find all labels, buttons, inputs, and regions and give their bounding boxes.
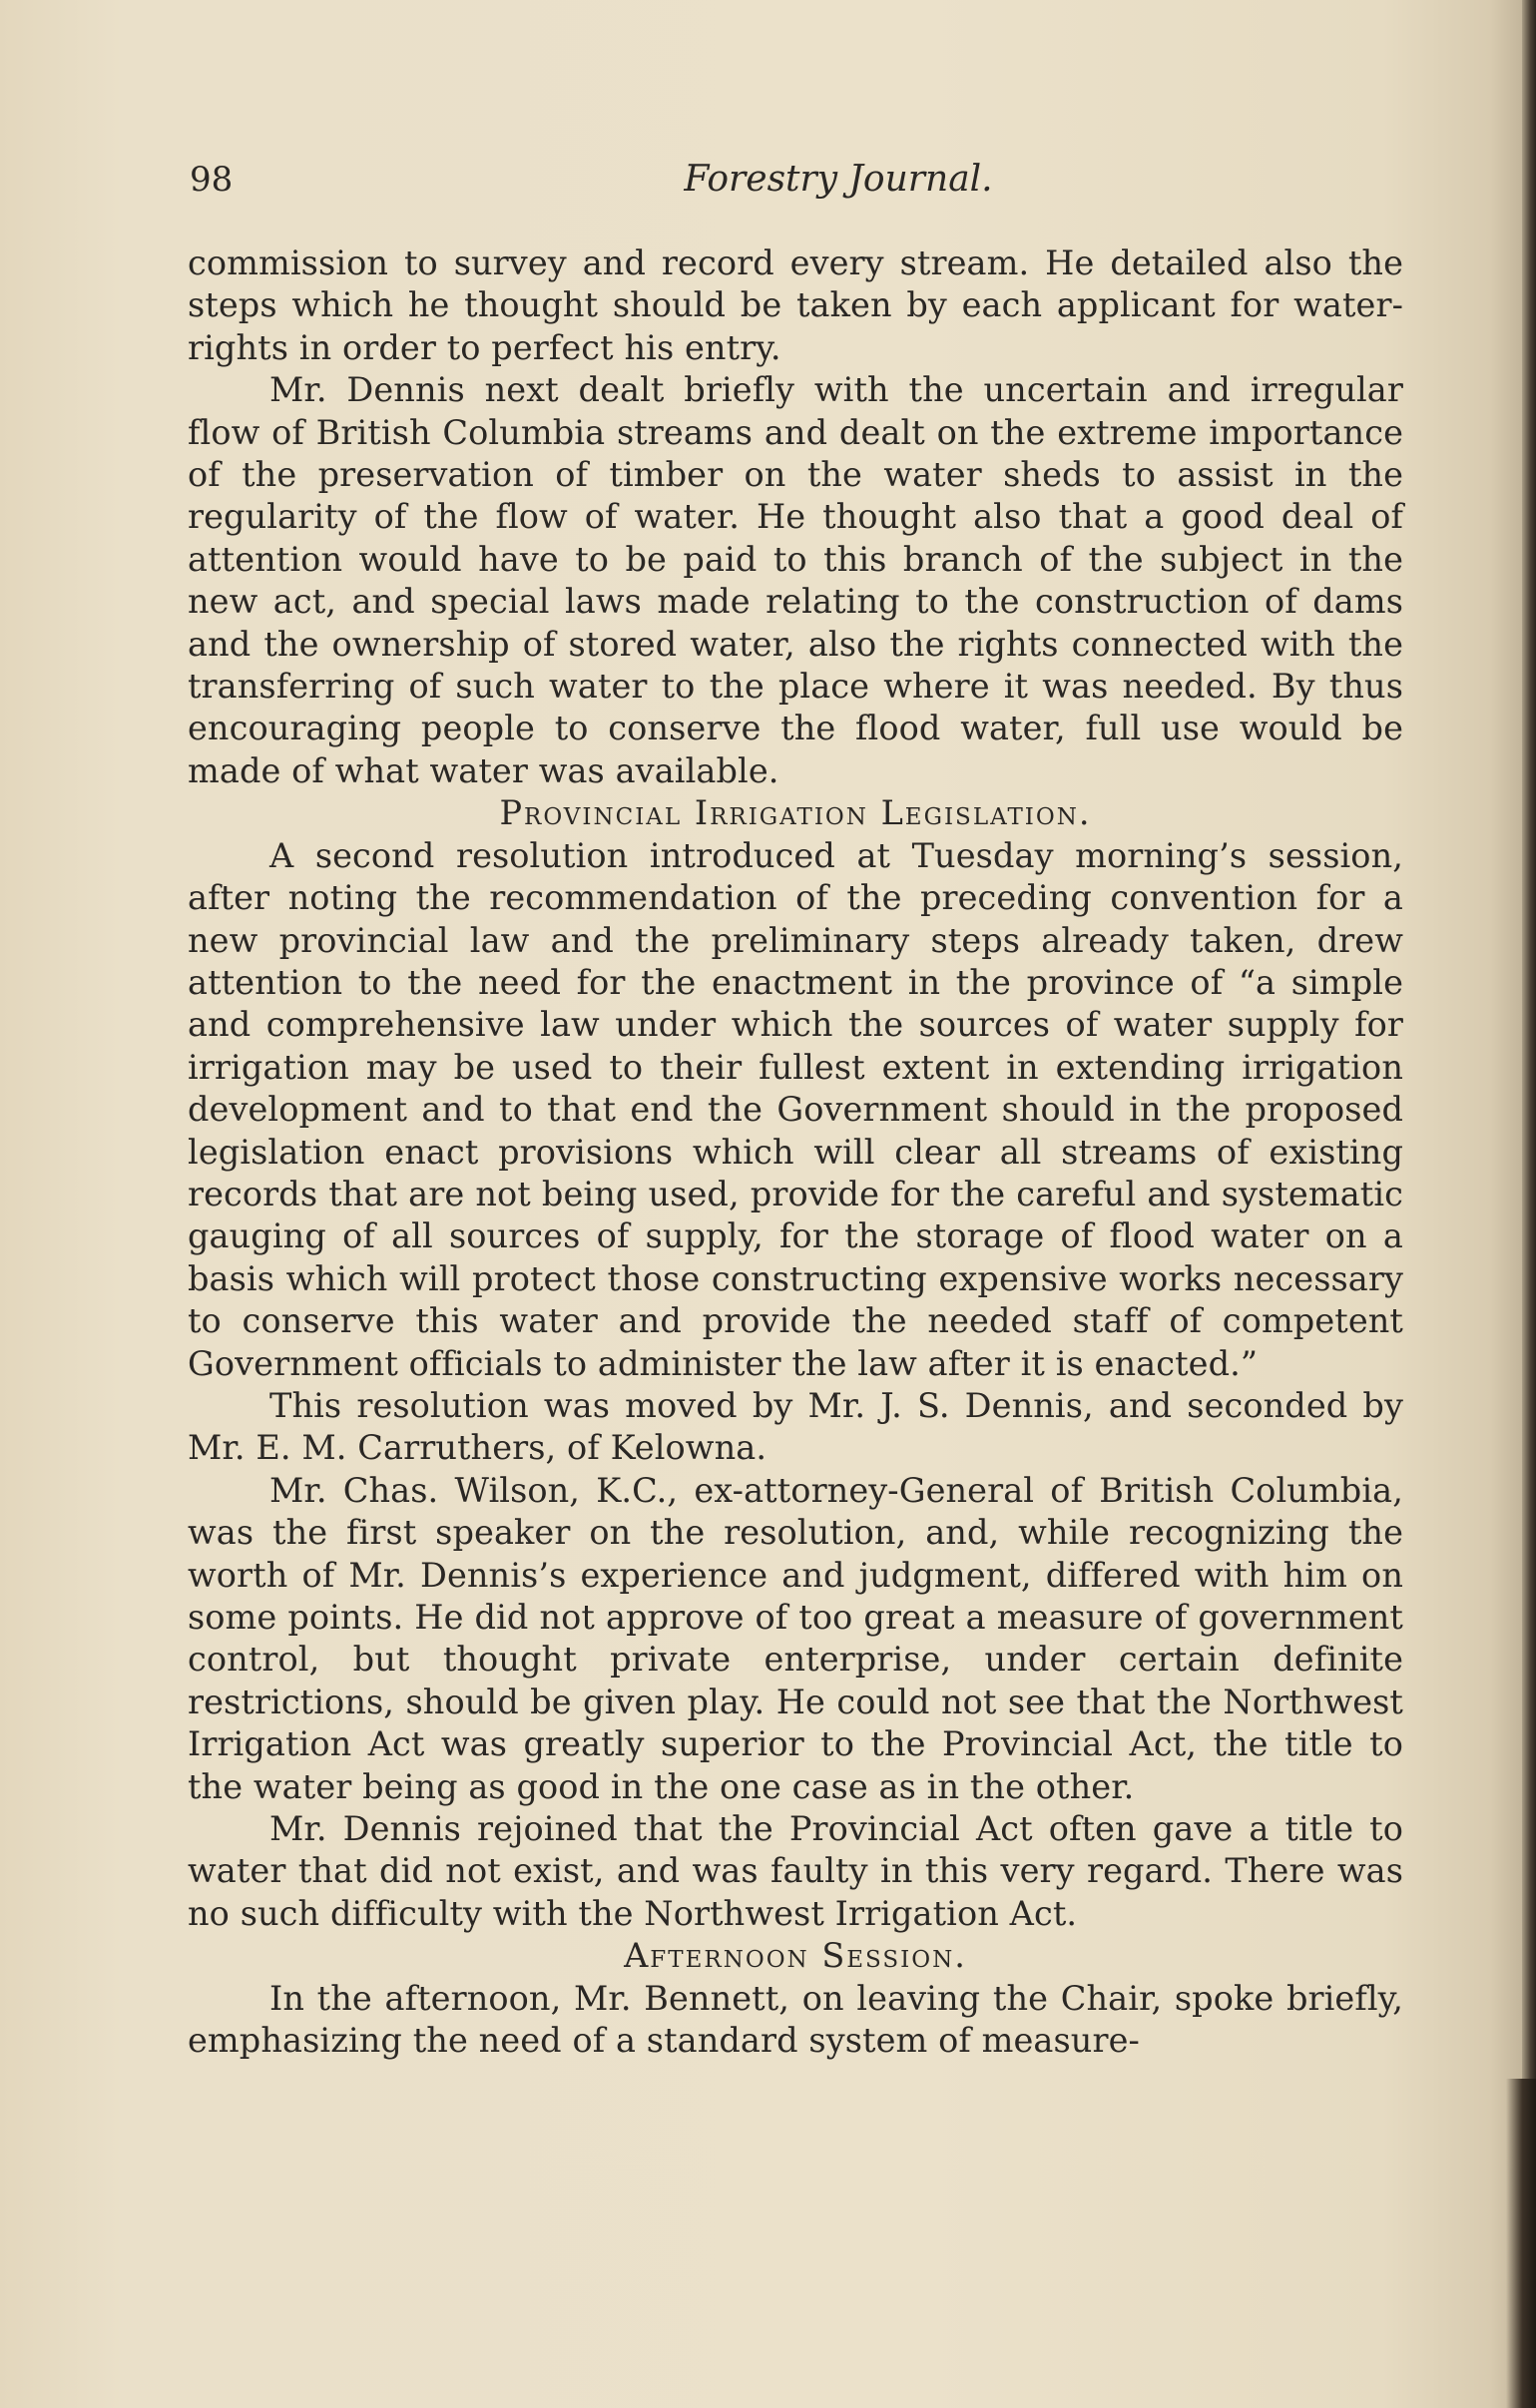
section-heading-provincial-irrigation: Provincial Irrigation Legislation. xyxy=(499,793,1092,833)
article-body xyxy=(188,242,1403,2062)
page-header xyxy=(190,155,1407,205)
page-number: 98 xyxy=(190,160,234,200)
book-gutter-shadow xyxy=(1506,2079,1536,2408)
book-spine-shadow xyxy=(1522,0,1536,2408)
running-title: Forestry Journal. xyxy=(684,159,993,200)
paragraph: A second resolution introduced at Tuesday morning’s session, after noting the recommendation of the preceding convention for a new provincial law and the preliminary steps already taken, drew attention to the need for the enactment in the province of “a simple and comprehensive law under which the sources of water supply for irrigation may be used to their fullest extent in extending irrigation development and to that end the Government should in the proposed legislation enact provisions which will clear all streams of existing records that are not being used, provide for the careful and systematic gauging of all sources of supply, for the storage of flood water on a basis which will protect those constructing expensive works necessary to conserve this water and provide the needed staff of competent Government officials to administer the law after it is enacted.” xyxy=(188,835,1403,1383)
paragraph: Mr. Dennis rejoined that the Provincial Act often gave a title to water that did not exist, and was faulty in this very regard. There was no such difficulty with the Northwest Irrigation Act. xyxy=(188,1809,1403,1933)
paragraph: Mr. Chas. Wilson, K.C., ex-attorney-General of British Columbia, was the first speaker on the resolution, and, while recognizing the worth of Mr. Dennis’s experience and judgment, differed with him on some points. He did not approve of too great a measure of government control, but thought private enterprise, under certain definite restrictions, should be given play. He could not see that the Northwest Irrigation Act was greatly superior to the Provincial Act, the title to the water being as good in the one case as in the other. xyxy=(188,1470,1403,1806)
section-heading-afternoon-session: Afternoon Session. xyxy=(624,1936,967,1976)
paragraph-continuation: commission to survey and record every stream. He detailed also the steps which he thought should be taken by each applicant for water-rights in order to perfect his entry. xyxy=(188,243,1403,367)
paragraph: This resolution was moved by Mr. J. S. Dennis, and seconded by Mr. E. M. Carruthers, of Kelowna. xyxy=(188,1385,1403,1468)
paragraph: Mr. Dennis next dealt briefly with the uncertain and irregular flow of British Columbia streams and dealt on the extreme importance of the preservation of timber on the water sheds to assist in the regularity of the flow of water. He thought also that a good deal of attention would have to be paid to this branch of the subject in the new act, and special laws made relating to the construction of dams and the ownership of stored water, also the rights connected with the transferring of such water to the place where it was needed. By thus encouraging people to conserve the flood water, full use would be made of what water was available. xyxy=(188,370,1403,790)
paragraph: In the afternoon, Mr. Bennett, on leaving the Chair, spoke briefly, emphasizing the need of a standard system of measure- xyxy=(188,1978,1403,2061)
